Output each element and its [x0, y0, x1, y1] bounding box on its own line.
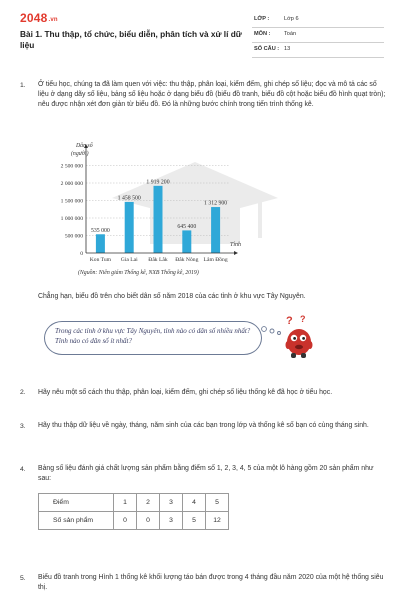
meta-row-count [252, 43, 384, 58]
table-cell: 5 [183, 512, 206, 530]
table-cell: 0 [114, 512, 137, 530]
mascot-icon [280, 312, 318, 360]
table-row-label: Số sản phẩm [39, 512, 114, 530]
lesson-meta [252, 13, 384, 58]
bar-value-label: 1 312 900 [204, 200, 228, 207]
bar-value-label: 1 458 500 [117, 195, 141, 202]
y-tick-label: 2 000 000 [60, 181, 83, 187]
item-text: Ở tiểu học, chúng ta đã làm quen với việc: thu thập, phân loại, kiểm đếm, ghi chép số liệu; đọc và mô tả các số liệu ở dạng dãy số liệu, bảng số liệu hoặc ở dạng biểu đồ (biểu đồ tranh, biểu đồ cột hoặc biểu đồ hình quạt tròn); nêu được nhận xét đơn giản từ biểu đồ. Đó là những bước chính trong tiến trình thống kê. [38, 81, 386, 108]
meta-label: SỐ CÂU : [254, 46, 280, 52]
svg-text:?: ? [300, 314, 306, 324]
bar [211, 207, 220, 253]
chart-caption: Chẳng hạn, biểu đồ trên cho biết dân số năm 2018 của các tỉnh ở khu vực Tây Nguyên. [38, 293, 306, 300]
item-number: 3. [20, 423, 26, 430]
table-row [39, 494, 229, 512]
header [0, 0, 400, 62]
y-axis-label: Dân số [76, 143, 93, 149]
item-text: Bảng số liệu đánh giá chất lượng sản phẩm bằng điểm số 1, 2, 3, 4, 5 của một lô hàng gồm 20 sản phẩm như sau: [38, 465, 374, 482]
item-number: 1. [20, 82, 26, 89]
bar [154, 186, 163, 253]
site-logo[interactable] [20, 11, 58, 25]
lesson-title: Bài 1. Thu thập, tổ chức, biểu diễn, phân tích và xử lí dữ liệu [20, 29, 242, 50]
bar-value-label: 1 919 200 [146, 179, 170, 186]
table-cell: 1 [114, 494, 137, 512]
table-cell: 2 [137, 494, 160, 512]
bar-value-label: 645 400 [177, 223, 197, 230]
y-tick-label: 2 500 000 [60, 163, 83, 170]
x-axis-label: Tỉnh [230, 242, 242, 248]
x-tick-label: Gia Lai [120, 257, 138, 263]
bubble-text: Trong các tỉnh ở khu vực Tây Nguyên, tỉnh nào có dân số nhiều nhất? Tỉnh nào có dân số ít nhất? [55, 327, 251, 345]
x-tick-label: Đắk Lắk [148, 257, 168, 263]
table-cell: 12 [206, 512, 229, 530]
meta-row-subject [252, 28, 384, 43]
y-axis-unit: (người) [71, 151, 89, 157]
bar [96, 234, 105, 253]
item-text: Biểu đồ tranh trong Hình 1 thống kê khối lượng táo bán được trong 4 tháng đầu năm 2020 của một hệ thống siêu thị. [38, 574, 384, 591]
score-table [38, 493, 229, 530]
meta-label: MÔN : [254, 31, 271, 37]
table-cell: 4 [183, 494, 206, 512]
item-number: 4. [20, 466, 26, 473]
table-cell: 3 [160, 512, 183, 530]
question-bubble [44, 321, 262, 355]
logo-suffix: .vn [48, 17, 58, 23]
item-text: Hãy thu thập dữ liệu về ngày, tháng, năm sinh của các bạn trong lớp và thống kê số bạn có cùng tháng sinh. [38, 422, 369, 429]
chart-bars [90, 179, 228, 263]
y-tick-label: 1 500 000 [60, 198, 83, 205]
bar-value-label: 535 000 [90, 227, 110, 234]
table-cell: 0 [137, 512, 160, 530]
svg-text:?: ? [286, 315, 293, 327]
item-number: 2. [20, 389, 26, 396]
meta-value: Lớp 6 [284, 16, 299, 22]
x-axis-arrow [234, 251, 238, 255]
item-text: Hãy nêu một số cách thu thập, phân loại, kiểm đếm, ghi chép số liệu thống kê đã học ở tiểu học. [38, 389, 333, 396]
meta-value: Toán [284, 31, 297, 37]
table-row [39, 512, 229, 530]
bar [182, 230, 191, 253]
table-cell: 3 [160, 494, 183, 512]
meta-value: 13 [284, 46, 291, 52]
y-tick-label: 0 [80, 251, 83, 257]
y-tick-label: 1 000 000 [60, 216, 83, 222]
logo-text: 2048 [20, 11, 48, 25]
meta-row-class [252, 13, 384, 28]
x-tick-label: Kon Tum [89, 257, 112, 263]
chart-source: (Nguồn: Niên giám Thống kê, NXB Thống kê, 2019) [78, 270, 199, 276]
meta-label: LỚP : [254, 16, 270, 22]
population-bar-chart [38, 140, 260, 280]
item-number: 5. [20, 575, 26, 582]
x-tick-label: Lâm Đồng [203, 257, 228, 263]
table-row-label: Điểm [39, 494, 114, 512]
table-cell: 5 [206, 494, 229, 512]
y-tick-label: 500 000 [64, 233, 83, 240]
x-tick-label: Đắk Nông [175, 257, 199, 263]
bar [125, 202, 134, 253]
